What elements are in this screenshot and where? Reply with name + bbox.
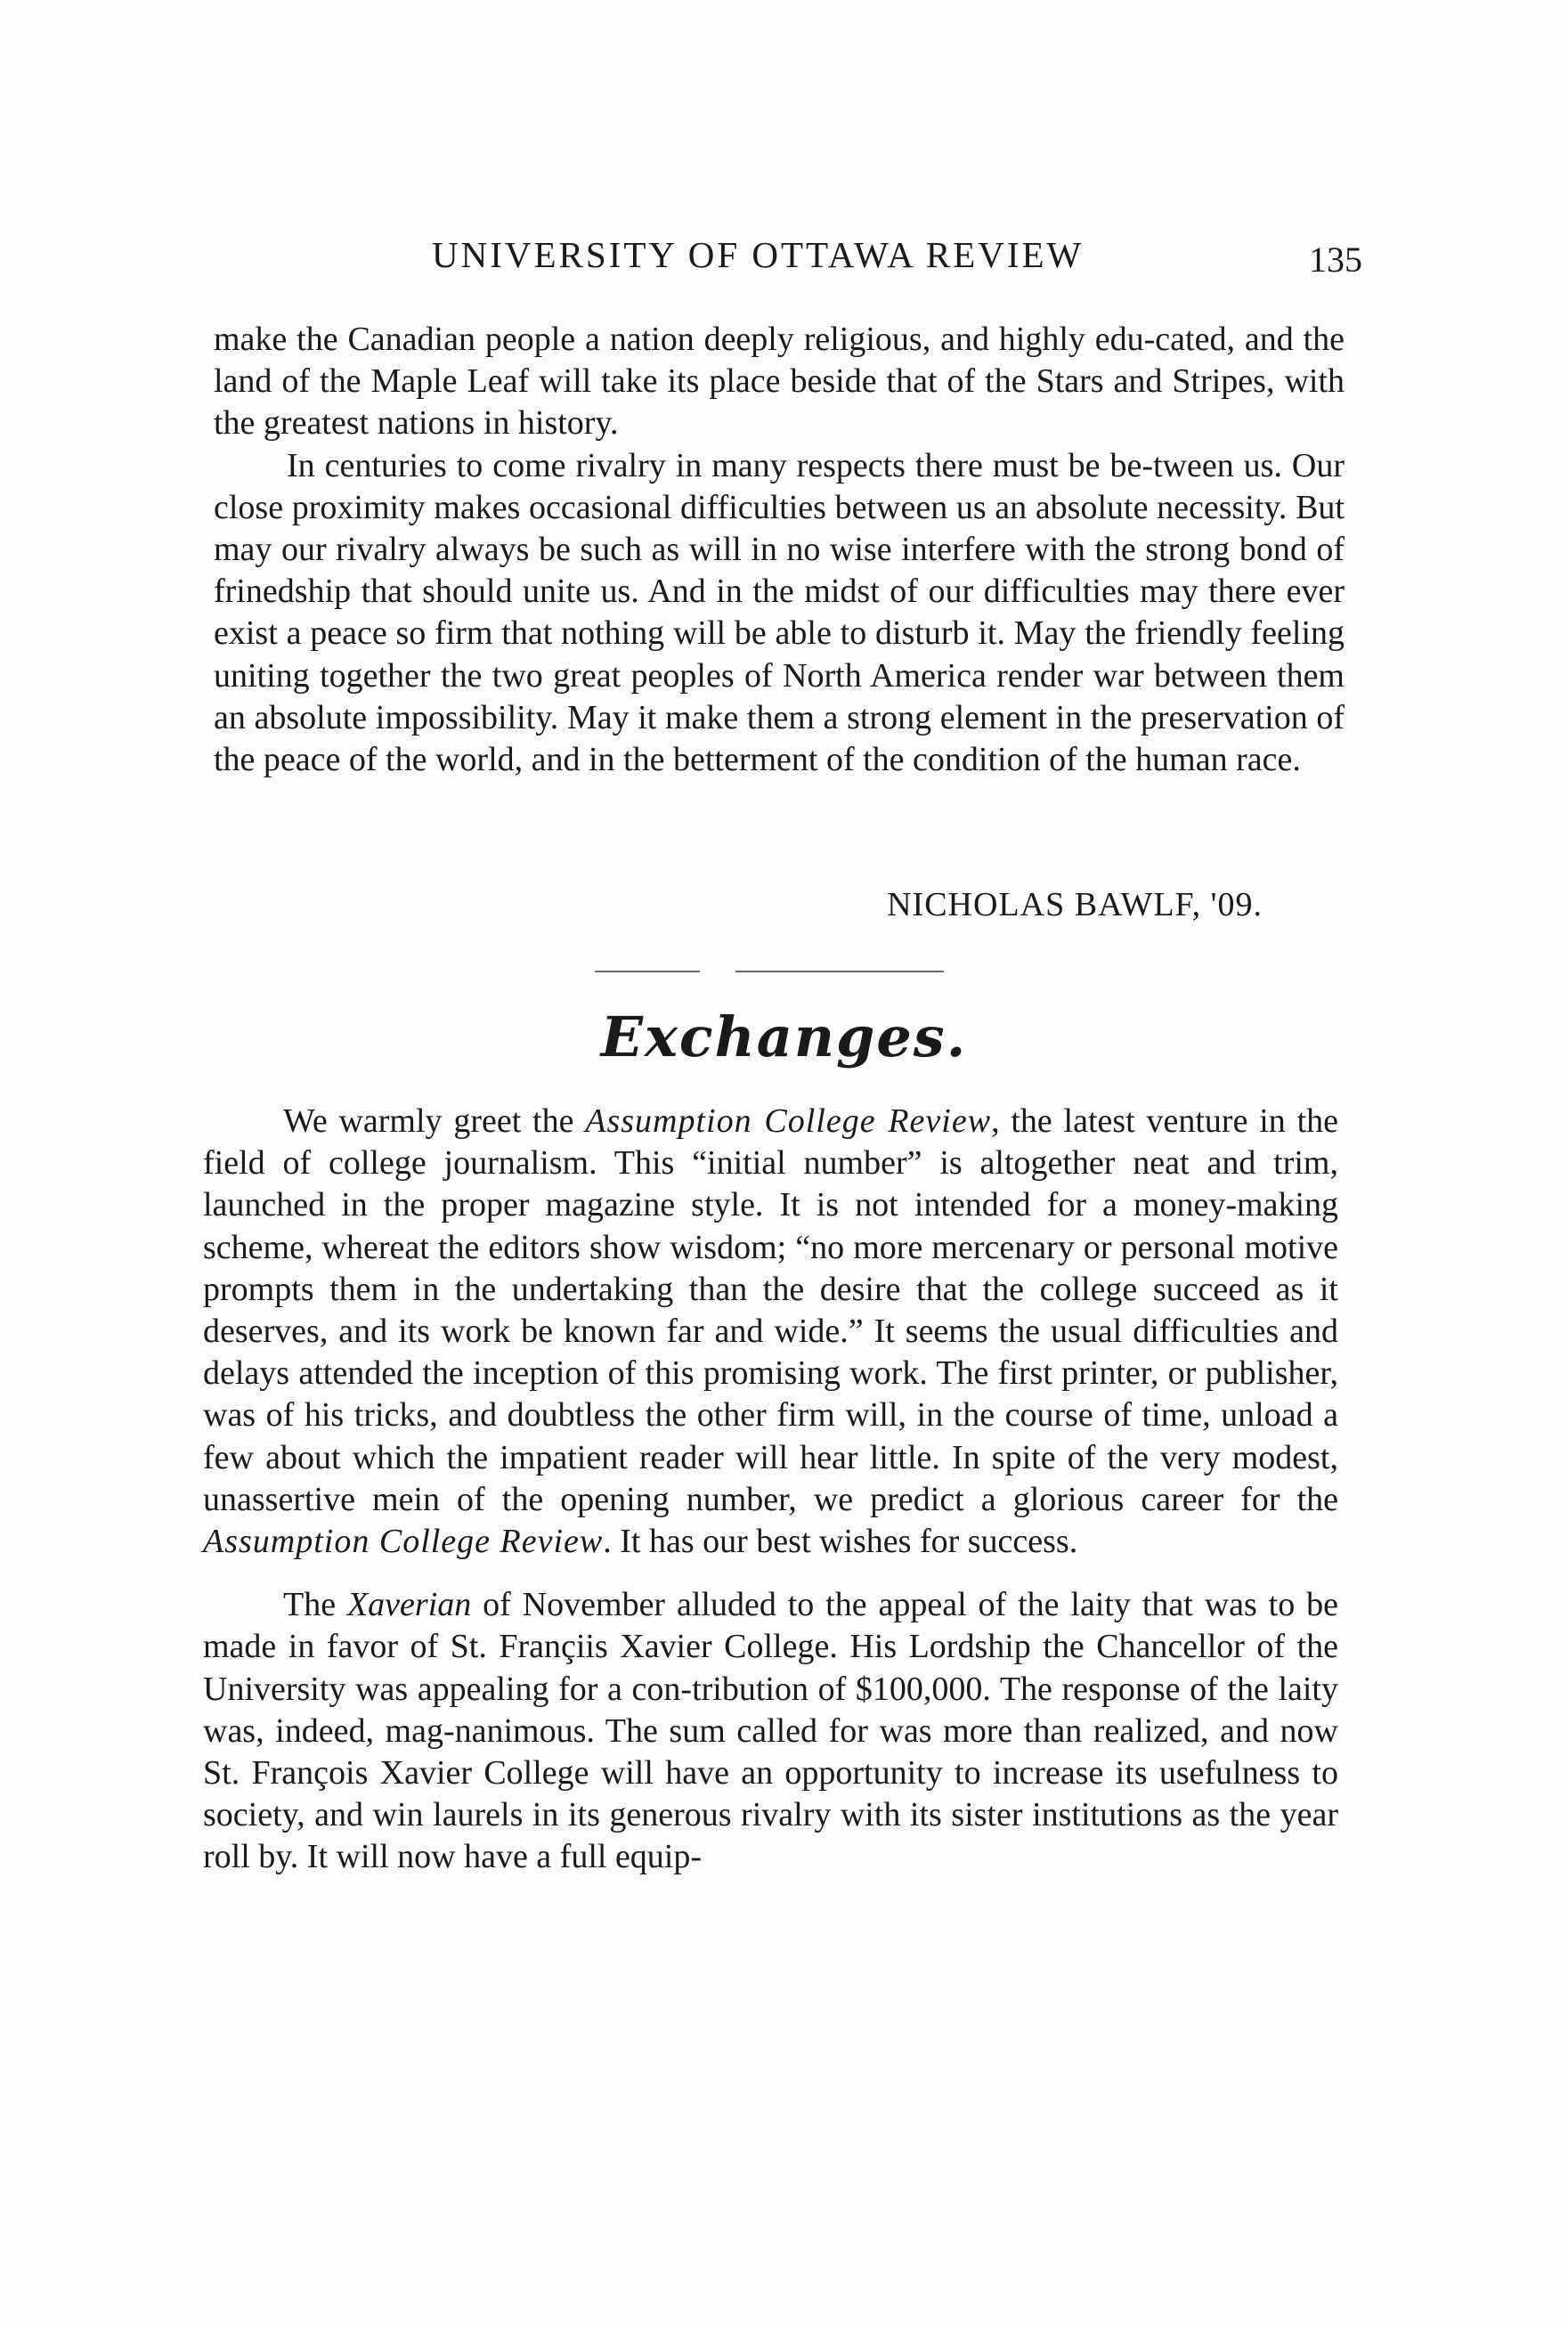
exchanges-p1-text-a: We warmly greet the: [283, 1102, 586, 1140]
exchanges-p1-text-b: , the latest venture in the field of college journalism. This “initial number” is altogether neat and trim, launched in the proper magazine style. It is not intended for a money-making scheme, whereat the editors show wisdom; “no more mercenary or personal motive prompts them in the undertaking than the desire that the college succeed as it deserves, and its work be known far and wide.” It seems the usual difficulties and delays attended the inception of this promising work. The first printer, or publisher, was of his tricks, and doubtless the other firm will, in the course of time, unload a few about which the impatient reader will hear little. In spite of the very modest, unassertive mein of the opening number, we predict a glorious career for the: [203, 1102, 1338, 1518]
section-divider-right: [735, 971, 944, 972]
exchanges-paragraph-2: [203, 1584, 1338, 1878]
exchanges-p2-text-b: of November alluded to the appeal of the laity that was to be made in favor of St. Françiis Xavier College. His Lordship the Chancellor of the University was appealing for a con-tribution of $100,000. The response of the laity was, indeed, mag-nanimous. The sum called for was more than realized, and now St. François Xavier College will have an opportunity to increase its usefulness to society, and win laurels in its generous rivalry with its sister institutions as the year roll by. It will now have a full equip-: [203, 1586, 1338, 1876]
exchanges-paragraph-1: [203, 1101, 1338, 1563]
article-paragraph-1: make the Canadian people a nation deeply religious, and highly edu-cated, and the land of the Maple Leaf will take its place beside that of the Stars and Stripes, with the greatest nations in history.: [214, 321, 1345, 443]
author-byline: NICHOLAS BAWLF, '09.: [887, 886, 1263, 923]
running-head: [214, 233, 1362, 278]
publication-title-assumption-2: Assumption College Review: [203, 1523, 604, 1561]
exchanges-heading: Exchanges.: [600, 1004, 968, 1069]
article-paragraph-2: In centuries to come rivalry in many respects there must be be-tween us. Our close proximity makes occasional difficulties between us an absolute necessity. But may our rivalry always be such as will in no wise interfere with the strong bond of frinedship that should unite us. And in the midst of our difficulties may there ever exist a peace so firm that nothing will be able to disturb it. May the friendly feeling uniting together the two great peoples of North America render war between them an absolute impossibility. May it make them a strong element in the preservation of the peace of the world, and in the betterment of the condition of the human race.: [214, 446, 1345, 779]
running-title: UNIVERSITY OF OTTAWA REVIEW: [432, 234, 1085, 275]
publication-title-xaverian: Xaverian: [346, 1586, 472, 1624]
section-divider-left: [595, 971, 700, 972]
exchanges-p1-text-c: . It has our best wishes for success.: [603, 1523, 1078, 1561]
article-continuation: [214, 319, 1345, 781]
page-number: 135: [1309, 240, 1362, 280]
publication-title-assumption: Assumption College Review: [585, 1102, 992, 1140]
exchanges-section: [203, 1101, 1338, 1879]
exchanges-p2-text-a: The: [283, 1586, 347, 1624]
